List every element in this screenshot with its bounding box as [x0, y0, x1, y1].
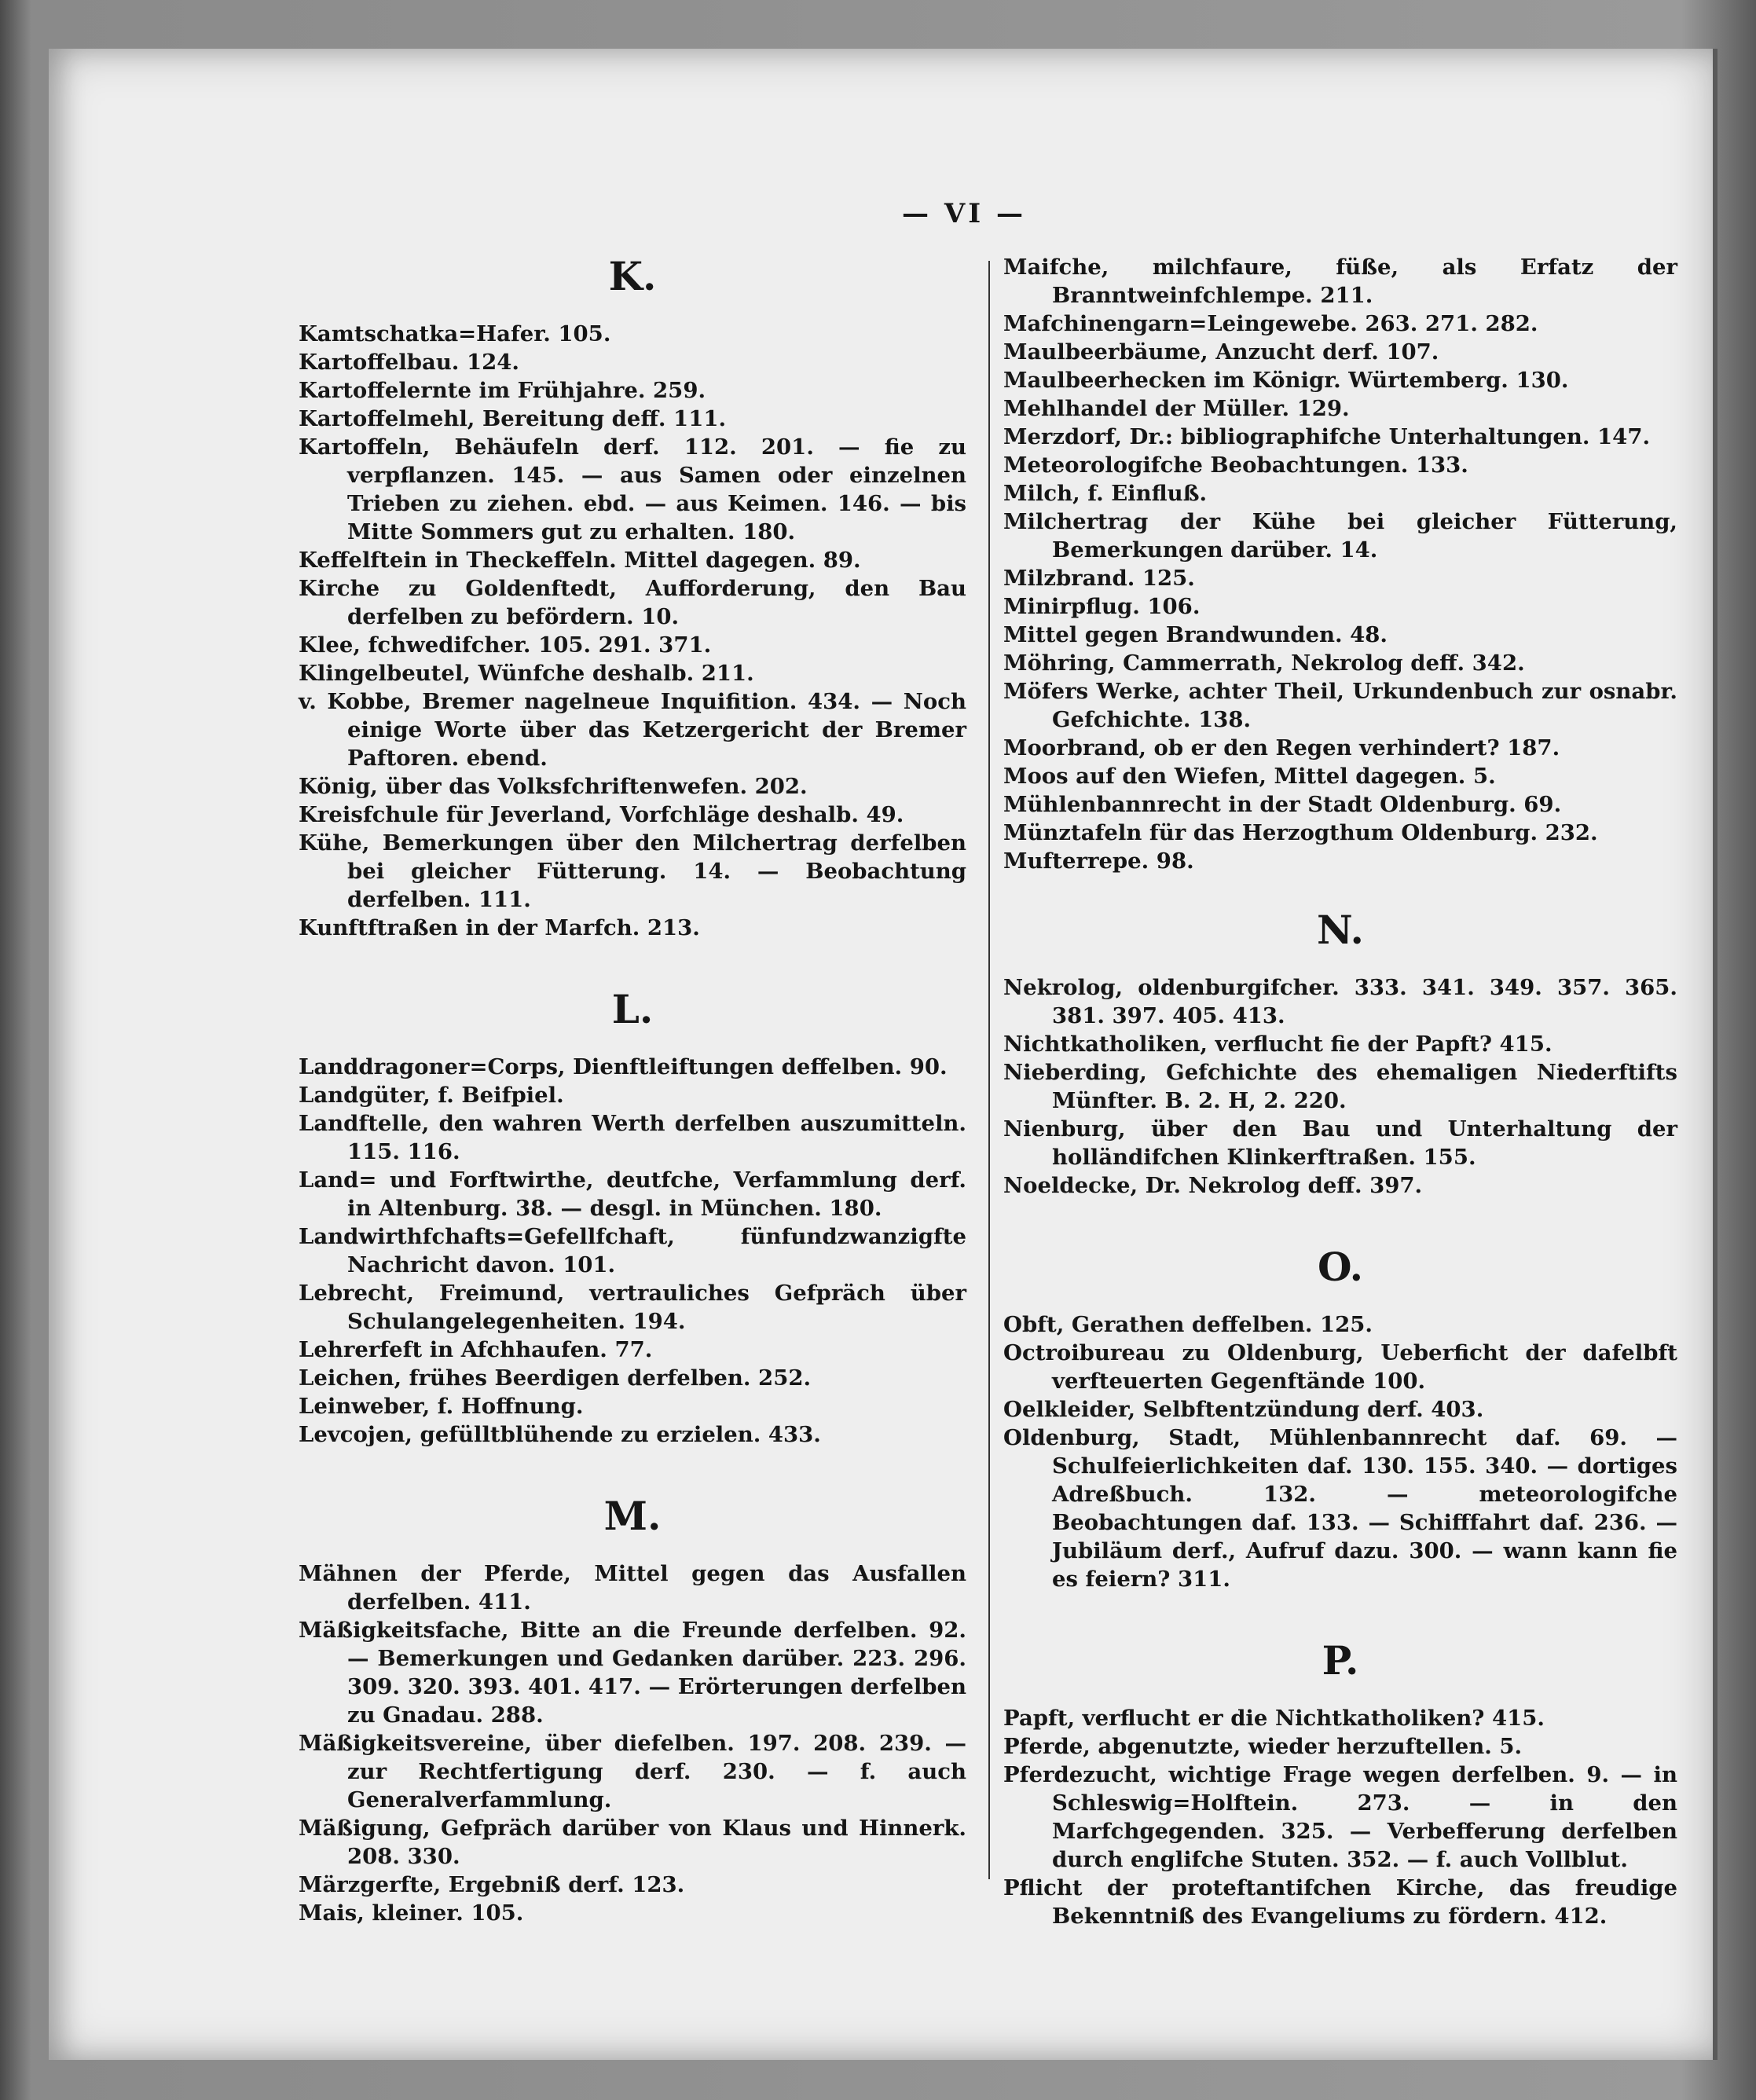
index-entry: Keffelftein in Theckeffeln. Mittel dagegen. 89.	[299, 548, 861, 573]
index-entry: Oelkleider, Selbftentzündung derf. 403.	[1003, 1397, 1484, 1422]
index-entry: Milchertrag der Kühe bei gleicher Fütterung, Bemerkungen darüber. 14.	[1003, 509, 1677, 563]
index-section	[299, 986, 966, 1449]
index-entry: Mäßigkeitsvereine, über diefelben. 197. 208. 239. — zur Rechtfertigung derf. 230. — f. auch Generalverfammlung.	[299, 1731, 966, 1812]
index-entry: Levcojen, gefülltblühende zu erzielen. 433.	[299, 1422, 821, 1447]
index-entry: Mehlhandel der Müller. 129.	[1003, 396, 1350, 421]
index-entry: Nekrolog, oldenburgifcher. 333. 341. 349. 357. 365. 381. 397. 405. 413.	[1003, 975, 1677, 1028]
index-entry: Kirche zu Goldenftedt, Aufforderung, den Bau derfelben zu befördern. 10.	[299, 576, 966, 629]
section-letter: N.	[1317, 907, 1364, 953]
index-entry: Kartoffelernte im Frühjahre. 259.	[299, 378, 706, 403]
index-entry: Lebrecht, Freimund, vertrauliches Gefpräch über Schulangelegenheiten. 194.	[299, 1281, 966, 1334]
index-entry: Moorbrand, ob er den Regen verhindert? 187.	[1003, 735, 1560, 760]
index-entry: Mittel gegen Brandwunden. 48.	[1003, 622, 1388, 647]
index-entry: Märzgerfte, Ergebniß derf. 123.	[299, 1872, 685, 1897]
index-entry: Pferde, abgenutzte, wieder herzuftellen. 5.	[1003, 1734, 1523, 1759]
index-entry: Nichtkatholiken, verflucht fie der Papft? 415.	[1003, 1032, 1553, 1057]
index-section	[1003, 1244, 1677, 1593]
index-entry: Leinweber, f. Hoffnung.	[299, 1394, 584, 1419]
index-entry: Landdragoner=Corps, Dienftleiftungen deffelben. 90.	[299, 1054, 948, 1079]
index-entry: Münztafeln für das Herzogthum Oldenburg. 232.	[1003, 820, 1598, 845]
index-entry: Maulbeerhecken im Königr. Würtemberg. 130.	[1003, 368, 1569, 393]
index-entry: Minirpflug. 106.	[1003, 594, 1201, 619]
index-entry: Möfers Werke, achter Theil, Urkundenbuch zur osnabr. Gefchichte. 138.	[1003, 679, 1677, 732]
section-letter: O.	[1317, 1244, 1364, 1290]
index-entry: Landgüter, f. Beifpiel.	[299, 1083, 564, 1108]
index-entry: Nieberding, Gefchichte des ehemaligen Niederftifts Münfter. B. 2. H, 2. 220.	[1003, 1060, 1677, 1113]
index-section	[299, 1493, 966, 1927]
index-entry: Möhring, Cammerrath, Nekrolog deff. 342.	[1003, 651, 1525, 676]
index-entry: Kartoffeln, Behäufeln derf. 112. 201. — fie zu verpflanzen. 145. — aus Samen oder einzelnen Trieben zu ziehen. ebd. — aus Keimen. 146. — bis Mitte Sommers gut zu erhalten. 180.	[299, 434, 966, 544]
index-entry: Kunftftraßen in der Marfch. 213.	[299, 915, 700, 940]
index-entry: Maulbeerbäume, Anzucht derf. 107.	[1003, 339, 1439, 365]
index-entry: Oldenburg, Stadt, Mühlenbannrecht daf. 69. — Schulfeierlichkeiten daf. 130. 155. 340. — dortiges Adreßbuch. 132. — meteorologifche Beobachtungen daf. 133. — Schifffahrt daf. 236. — Jubiläum derf., Aufruf dazu. 300. — wann kann fie es feiern? 311.	[1003, 1425, 1677, 1592]
index-entry: Milzbrand. 125.	[1003, 566, 1195, 591]
index-entry: Landwirthfchafts=Gefellfchaft, fünfundzwanzigfte Nachricht davon. 101.	[299, 1224, 966, 1277]
section-letter: M.	[603, 1493, 662, 1539]
index-entry: Milch, f. Einfluß.	[1003, 481, 1208, 506]
index-entry: Mufterrepe. 98.	[1003, 848, 1194, 874]
index-section	[1003, 907, 1677, 1200]
index-section	[1003, 1637, 1677, 1930]
book-page	[49, 49, 1718, 2060]
section-letter: P.	[1322, 1637, 1359, 1684]
column-divider	[988, 261, 990, 1879]
index-entry: Land= und Forftwirthe, deutfche, Verfammlung derf. in Altenburg. 38. — desgl. in München. 180.	[299, 1167, 966, 1221]
index-entry: Mäßigkeitsfache, Bitte an die Freunde derfelben. 92. — Bemerkungen und Gedanken darüber. 223. 296. 309. 320. 393. 401. 417. — Erörterungen derfelben zu Gnadau. 288.	[299, 1618, 966, 1728]
index-entry: Nienburg, über den Bau und Unterhaltung der holländifchen Klinkerftraßen. 155.	[1003, 1116, 1677, 1170]
page-number: — VI —	[902, 198, 1026, 229]
index-entry: Papft, verflucht er die Nichtkatholiken? 415.	[1003, 1706, 1545, 1731]
index-entry: König, über das Volksfchriftenwefen. 202.	[299, 774, 808, 799]
index-entry: Kühe, Bemerkungen über den Milchertrag derfelben bei gleicher Fütterung. 14. — Beobachtung derfelben. 111.	[299, 830, 966, 912]
index-section	[299, 253, 966, 942]
index-entry: Kartoffelmehl, Bereitung deff. 111.	[299, 406, 727, 431]
index-entry: Kamtschatka=Hafer. 105.	[299, 321, 611, 346]
index-entry: Meteorologifche Beobachtungen. 133.	[1003, 453, 1468, 478]
section-letter: K.	[608, 253, 657, 299]
index-entry: Leichen, frühes Beerdigen derfelben. 252.	[299, 1365, 812, 1391]
index-entry: Maifche, milchfaure, füße, als Erfatz der Branntweinfchlempe. 211.	[1003, 255, 1677, 308]
index-entry: Octroibureau zu Oldenburg, Ueberficht der dafelbft verfteuerten Gegenftände 100.	[1003, 1340, 1677, 1394]
index-entry: Pferdezucht, wichtige Frage wegen derfelben. 9. — in Schleswig=Holftein. 273. — in den Marfchgegenden. 325. — Verbefferung derfelben durch englifche Stuten. 352. — f. auch Vollblut.	[1003, 1762, 1677, 1872]
index-entry: Mühlenbannrecht in der Stadt Oldenburg. 69.	[1003, 792, 1562, 817]
left-column	[299, 253, 966, 1927]
index-entry: Klingelbeutel, Wünfche deshalb. 211.	[299, 661, 754, 686]
index-entry: Mäßigung, Gefpräch darüber von Klaus und Hinnerk. 208. 330.	[299, 1816, 966, 1869]
index-entry: Moos auf den Wiefen, Mittel dagegen. 5.	[1003, 764, 1496, 789]
index-entry: Mais, kleiner. 105.	[299, 1900, 524, 1926]
index-entry: Lehrerfeft in Afchhaufen. 77.	[299, 1337, 653, 1362]
index-entry: Noeldecke, Dr. Nekrolog deff. 397.	[1003, 1173, 1423, 1198]
index-entry: Merzdorf, Dr.: bibliographifche Unterhaltungen. 147.	[1003, 424, 1651, 449]
index-section	[1003, 253, 1677, 875]
index-entry: Klee, fchwedifcher. 105. 291. 371.	[299, 632, 712, 658]
index-entry: Mähnen der Pferde, Mittel gegen das Ausfallen derfelben. 411.	[299, 1561, 966, 1614]
right-column	[1003, 253, 1677, 1930]
index-entry: Obft, Gerathen deffelben. 125.	[1003, 1312, 1373, 1337]
index-entry: Kartoffelbau. 124.	[299, 350, 519, 375]
index-entry: Landftelle, den wahren Werth derfelben auszumitteln. 115. 116.	[299, 1111, 966, 1164]
index-entry: Mafchinengarn=Leingewebe. 263. 271. 282.	[1003, 311, 1538, 336]
index-entry: Pflicht der proteftantifchen Kirche, das freudige Bekenntniß des Evangeliums zu fördern. 412.	[1003, 1875, 1677, 1929]
index-entry: Kreisfchule für Jeverland, Vorfchläge deshalb. 49.	[299, 802, 904, 827]
index-entry: v. Kobbe, Bremer nagelneue Inquifition. 434. — Noch einige Worte über das Ketzergericht der Bremer Paftoren. ebend.	[299, 689, 966, 771]
section-letter: L.	[611, 986, 654, 1032]
